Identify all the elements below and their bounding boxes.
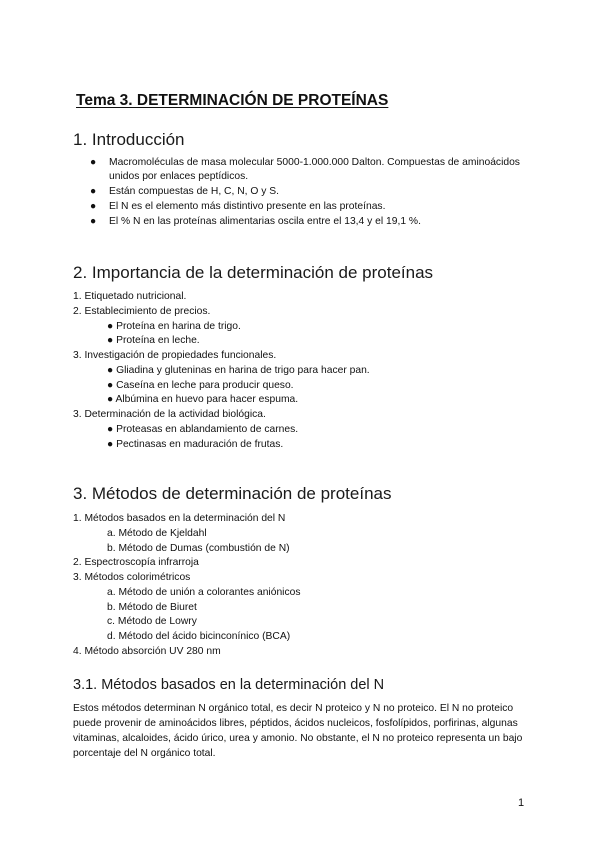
list-item: ● El N es el elemento más distintivo presente en las proteínas. <box>90 201 386 212</box>
list-item: ● Caseína en leche para producir queso. <box>107 379 294 391</box>
bullet-icon: ● <box>90 157 97 168</box>
list-item: d. Método del ácido bicinconínico (BCA) <box>107 631 291 642</box>
list-item: 4. Método absorción UV 280 nm <box>73 645 221 657</box>
list-item: 2. Espectroscopía infrarroja <box>73 557 199 569</box>
section-3-1-paragraph: Estos métodos determinan N orgánico total, es decir N proteico y N no proteico. El N no proteico puede provenir de aminoácidos libres, péptidos, ácidos nucleicos, fosfolípidos, porfirinas, algunas vitaminas, alcaloides, ácido úrico, urea y amonio. No obstante, el N no proteico representa un bajo porcentaje del N orgánico total. <box>73 703 523 759</box>
bullet-icon: ● <box>90 186 97 197</box>
section-2-heading: 2. Importancia de la determinación de proteínas <box>73 263 434 282</box>
list-item: 3. Investigación de propiedades funcionales. <box>73 350 277 361</box>
section-2-list <box>73 290 533 452</box>
document-title: Tema 3. DETERMINACIÓN DE PROTEÍNAS <box>76 92 389 109</box>
list-item: 2. Establecimiento de precios. <box>73 305 211 317</box>
bullet-icon: ● <box>90 216 97 227</box>
section-3-1-heading: 3.1. Métodos basados en la determinación del N <box>73 677 385 693</box>
section-3-list <box>73 512 533 660</box>
list-item: a. Método de Kjeldahl <box>107 527 207 539</box>
list-item: b. Método de Dumas (combustión de N) <box>107 542 290 554</box>
list-item: ● Pectinasas en maduración de frutas. <box>107 438 284 450</box>
list-item: a. Método de unión a colorantes aniónicos <box>107 586 301 598</box>
list-item: 1. Métodos basados en la determinación del N <box>73 513 286 524</box>
section-1-bullet-list <box>90 156 530 230</box>
list-item: ● El % N en las proteínas alimentarias oscila entre el 13,4 y el 19,1 %. <box>90 216 421 227</box>
list-item: ● Están compuestas de H, C, N, O y S. <box>90 186 279 197</box>
list-item: ● Proteína en leche. <box>107 335 200 347</box>
list-item: ● Macromoléculas de masa molecular 5000-1.000.000 Dalton. Compuestas de aminoácidos unidos por enlaces peptídicos. <box>90 157 520 182</box>
list-item: ● Gliadina y gluteninas en harina de trigo para hacer pan. <box>107 364 370 376</box>
section-1-heading: 1. Introducción <box>73 130 185 149</box>
list-item: 3. Métodos colorimétricos <box>73 572 191 583</box>
list-item: ● Albúmina en huevo para hacer espuma. <box>107 394 299 406</box>
bullet-icon: ● <box>90 201 97 212</box>
list-item: ● Proteína en harina de trigo. <box>107 320 241 332</box>
list-item: ● Proteasas en ablandamiento de carnes. <box>107 423 299 435</box>
list-item: 1. Etiquetado nutricional. <box>73 291 187 302</box>
section-3-heading: 3. Métodos de determinación de proteínas <box>73 484 392 503</box>
list-item: 3. Determinación de la actividad biológica. <box>73 409 266 420</box>
list-item: b. Método de Biuret <box>107 601 197 613</box>
page-number: 1 <box>518 797 525 809</box>
list-item: c. Método de Lowry <box>107 616 197 628</box>
